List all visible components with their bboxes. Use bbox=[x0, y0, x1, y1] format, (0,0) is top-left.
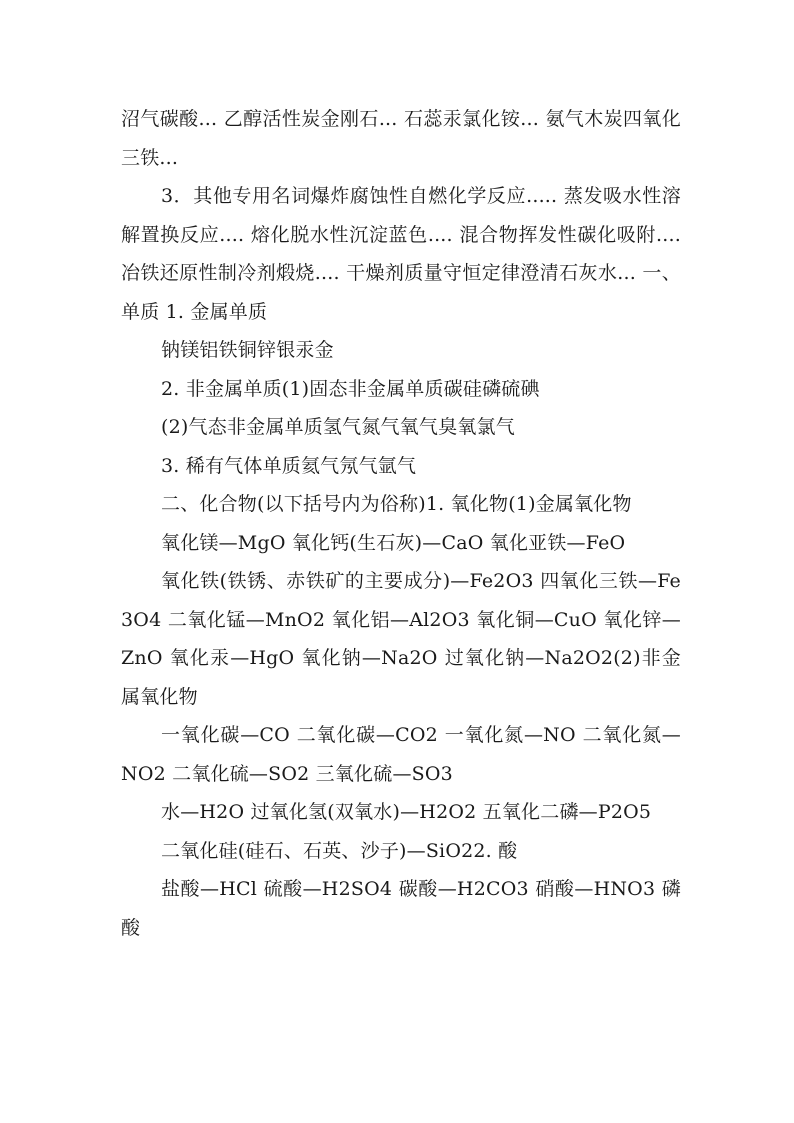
paragraph-12: 二氧化硅(硅石、石英、沙子)—SiO22. 酸 bbox=[161, 839, 518, 862]
paragraph-10: 一氧化碳—CO 二氧化碳—CO2 一氧化氮—NO 二氧化氮—NO2 二氧化硫—SO2 三氧化硫—SO3 bbox=[121, 724, 681, 785]
paragraph-1: 沼气碳酸... 乙醇活性炭金刚石... 石蕊汞氯化铵... 氨气木炭四氧化三铁... bbox=[121, 108, 681, 169]
paragraph-6: 3. 稀有气体单质氦气氖气氩气 bbox=[161, 454, 417, 477]
paragraph-11: 水—H2O 过氧化氢(双氧水)—H2O2 五氧化二磷—P2O5 bbox=[161, 801, 652, 823]
paragraph-2: 3．其他专用名词爆炸腐蚀性自燃化学反应..... 蒸发吸水性溶解置换反应.... 熔化脱水性沉淀蓝色.... 混合物挥发性碳化吸附.... 冶铁还原性制冷剂煅烧.... 干燥剂质量守恒定律澄清石灰水... 一、单质 1. 金属单质 bbox=[121, 185, 681, 323]
paragraph-9: 氧化铁(铁锈、赤铁矿的主要成分)—Fe2O3 四氧化三铁—Fe3O4 二氧化锰—MnO2 氧化铝—Al2O3 氧化铜—CuO 氧化锌—ZnO 氧化汞—HgO 氧化钠—Na2O 过氧化钠—Na2O2(2)非金属氧化物 bbox=[121, 570, 681, 708]
paragraph-5: (2)气态非金属单质氢气氮气氧气臭氧氯气 bbox=[161, 416, 515, 438]
paragraph-4: 2. 非金属单质(1)固态非金属单质碳硅磷硫碘 bbox=[161, 377, 540, 400]
paragraph-8: 氧化镁—MgO 氧化钙(生石灰)—CaO 氧化亚铁—FeO bbox=[161, 531, 626, 554]
paragraph-7: 二、化合物(以下括号内为俗称)1. 氧化物(1)金属氧化物 bbox=[161, 493, 632, 515]
paragraph-13: 盐酸—HCl 硫酸—H2SO4 碳酸—H2CO3 硝酸—HNO3 磷酸 bbox=[121, 878, 681, 939]
paragraph-3: 钠镁铝铁铜锌银汞金 bbox=[161, 339, 334, 361]
document-body bbox=[121, 100, 681, 947]
